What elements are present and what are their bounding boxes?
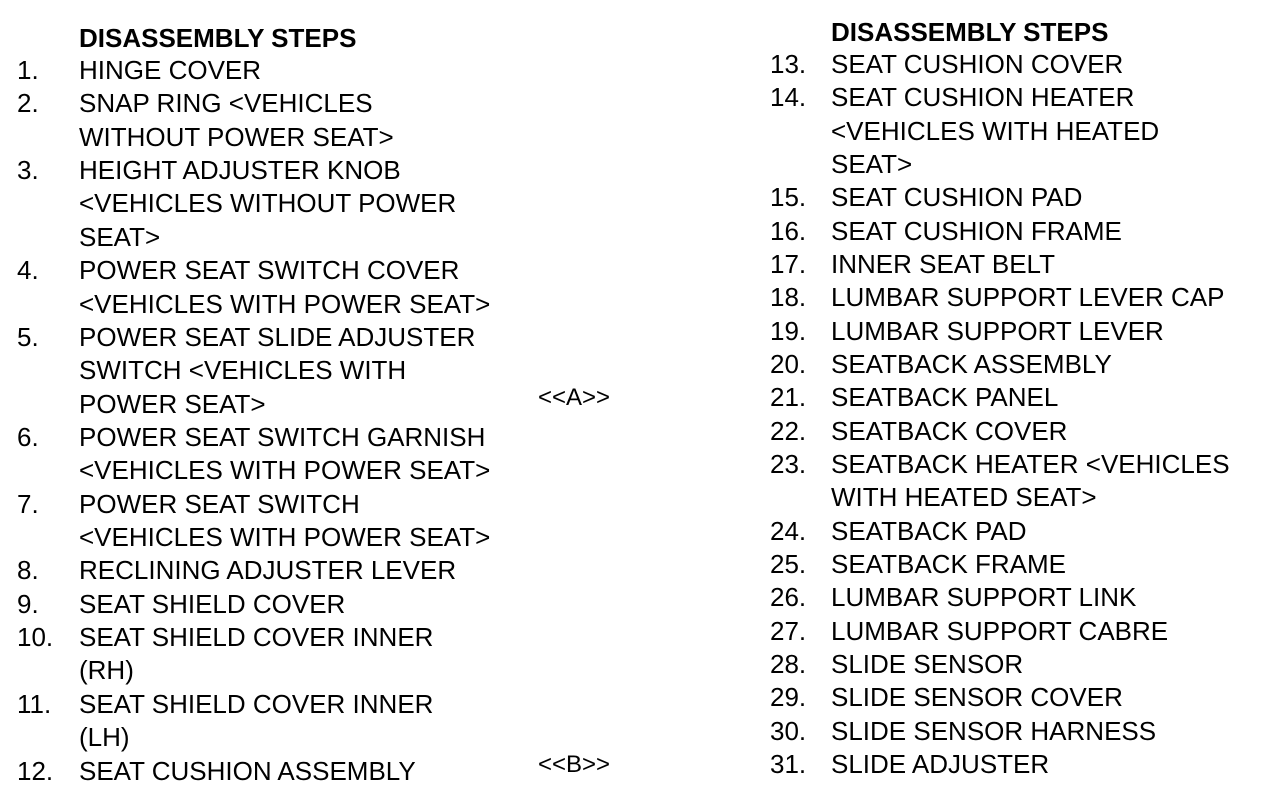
step-item [17, 154, 457, 254]
step-text-line: POWER SEAT SWITCH GARNISH [79, 421, 486, 452]
step-item [17, 554, 457, 587]
step-item [17, 488, 491, 555]
step-number: 9. [17, 588, 39, 619]
step-text-line: SEAT CUSHION HEATER [831, 82, 1135, 113]
step-text-line: LUMBAR SUPPORT LEVER CAP [831, 282, 1225, 313]
step-text-line: SEAT> [831, 149, 913, 180]
step-number: 2. [17, 88, 39, 119]
step-number: 8. [17, 555, 39, 586]
step-text-line: <VEHICLES WITH POWER SEAT> [79, 522, 491, 553]
step-text-line: SEAT CUSHION COVER [831, 49, 1124, 79]
step-item [17, 254, 491, 321]
step-item [770, 681, 1123, 714]
step-text-line: WITH HEATED SEAT> [831, 482, 1097, 513]
step-item [770, 715, 1157, 748]
step-item [17, 54, 262, 87]
step-text-line: SEATBACK FRAME [831, 549, 1067, 580]
step-number: 23. [770, 449, 807, 480]
marker-a: <<A>> [538, 384, 611, 411]
step-text-line: LUMBAR SUPPORT LEVER [831, 315, 1164, 346]
step-number: 12. [17, 755, 54, 786]
left-heading: DISASSEMBLY STEPS [79, 23, 357, 53]
step-item [770, 381, 1059, 414]
step-text-line: SEAT CUSHION PAD [831, 182, 1083, 213]
step-number: 28. [770, 649, 807, 680]
step-text-line: SLIDE SENSOR [831, 649, 1024, 680]
step-item [770, 81, 1160, 181]
step-number: 3. [17, 155, 39, 186]
step-item [17, 588, 346, 621]
step-text-line: SLIDE ADJUSTER [831, 749, 1050, 780]
step-text-line: LUMBAR SUPPORT LINK [831, 582, 1137, 613]
step-number: 21. [770, 382, 807, 413]
right-heading: DISASSEMBLY STEPS [831, 17, 1109, 47]
step-text-line: LUMBAR SUPPORT CABRE [831, 615, 1169, 646]
step-text-line: <VEHICLES WITH POWER SEAT> [79, 288, 491, 319]
step-text-line: POWER SEAT SWITCH COVER [79, 255, 460, 286]
step-text-line: <VEHICLES WITH POWER SEAT> [79, 455, 491, 486]
step-text-line: <VEHICLES WITH HEATED [831, 115, 1160, 146]
step-item [770, 581, 1137, 614]
step-number: 4. [17, 255, 39, 286]
step-item [770, 215, 1122, 248]
step-number: 17. [770, 249, 807, 280]
step-number: 10. [17, 622, 54, 653]
step-item [770, 548, 1067, 581]
step-text-line: SEAT> [79, 221, 161, 252]
step-text-line: SEATBACK COVER [831, 415, 1068, 446]
step-text-line: SLIDE SENSOR COVER [831, 682, 1123, 713]
step-number: 11. [17, 688, 52, 719]
marker-b: <<B>> [538, 751, 611, 778]
step-item [770, 281, 1225, 314]
step-number: 1. [17, 55, 39, 85]
step-text-line: (RH) [79, 655, 134, 686]
step-text-line: HINGE COVER [79, 55, 262, 85]
step-number: 7. [17, 488, 39, 519]
step-item [17, 87, 394, 154]
step-item [770, 181, 1083, 214]
step-number: 16. [770, 215, 807, 246]
step-text-line: (LH) [79, 722, 130, 753]
step-number: 19. [770, 315, 807, 346]
step-item [770, 248, 1055, 281]
step-item [770, 448, 1230, 515]
step-text-line: SWITCH <VEHICLES WITH [79, 355, 407, 386]
step-item [770, 48, 1124, 81]
step-text-line: SEATBACK ASSEMBLY [831, 349, 1112, 380]
step-text-line: SEATBACK PANEL [831, 382, 1059, 413]
step-text-line: POWER SEAT SLIDE ADJUSTER [79, 321, 476, 352]
step-text-line: SEAT CUSHION FRAME [831, 215, 1122, 246]
step-number: 5. [17, 321, 39, 352]
step-text-line: WITHOUT POWER SEAT> [79, 121, 394, 152]
step-text-line: POWER SEAT SWITCH [79, 488, 360, 519]
step-number: 6. [17, 421, 39, 452]
step-number: 24. [770, 515, 807, 546]
step-item [770, 648, 1024, 681]
step-item [17, 755, 416, 788]
step-item [17, 321, 476, 421]
step-text-line: RECLINING ADJUSTER LEVER [79, 555, 457, 586]
step-number: 20. [770, 349, 807, 380]
step-item [770, 515, 1027, 548]
step-item [17, 421, 491, 488]
step-number: 18. [770, 282, 807, 313]
step-number: 25. [770, 549, 807, 580]
step-number: 27. [770, 615, 807, 646]
step-number: 14. [770, 82, 807, 113]
step-text-line: SEAT SHIELD COVER [79, 588, 346, 619]
step-number: 22. [770, 415, 807, 446]
step-number: 29. [770, 682, 807, 713]
step-number: 30. [770, 715, 807, 746]
step-text-line: SEAT SHIELD COVER INNER [79, 688, 434, 719]
step-text-line: POWER SEAT> [79, 388, 266, 419]
step-text-line: SEAT SHIELD COVER INNER [79, 622, 434, 653]
step-text-line: <VEHICLES WITHOUT POWER [79, 188, 457, 219]
step-item [770, 748, 1050, 781]
step-item [770, 615, 1169, 648]
step-text-line: SEAT CUSHION ASSEMBLY [79, 755, 416, 786]
step-item [17, 688, 434, 755]
step-item [770, 415, 1068, 448]
step-item [17, 621, 434, 688]
step-text-line: SEATBACK PAD [831, 515, 1027, 546]
step-text-line: SEATBACK HEATER <VEHICLES [831, 449, 1230, 480]
step-number: 31. [770, 749, 807, 780]
step-item [770, 315, 1164, 348]
step-text-line: HEIGHT ADJUSTER KNOB [79, 155, 401, 186]
step-text-line: INNER SEAT BELT [831, 249, 1055, 280]
step-number: 15. [770, 182, 807, 213]
step-item [770, 348, 1112, 381]
step-number: 26. [770, 582, 807, 613]
step-text-line: SLIDE SENSOR HARNESS [831, 715, 1157, 746]
step-number: 13. [770, 49, 807, 79]
step-text-line: SNAP RING <VEHICLES [79, 88, 373, 119]
